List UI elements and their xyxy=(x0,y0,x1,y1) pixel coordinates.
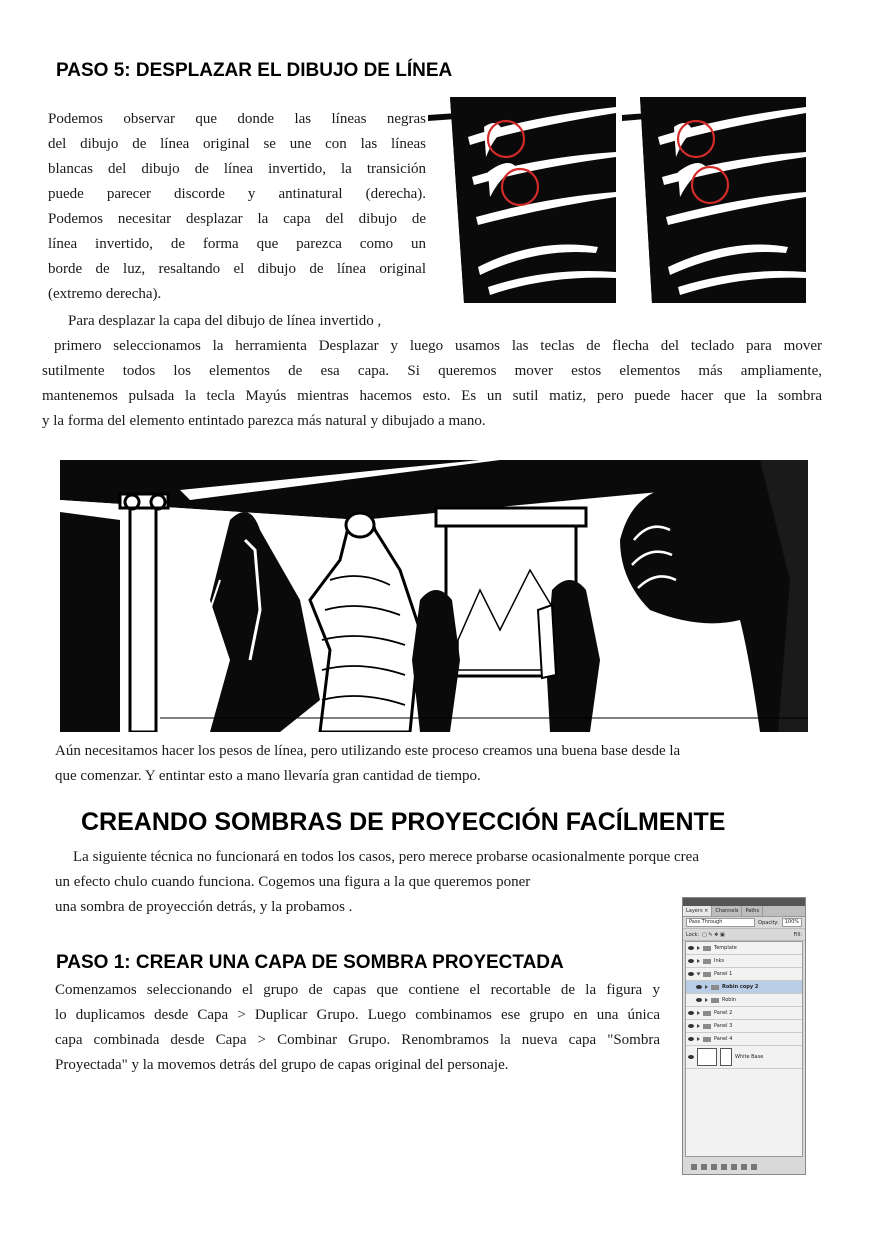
layer-name: Robin xyxy=(722,997,737,1003)
text-line: Podemos observar que donde las líneas negras xyxy=(48,111,426,127)
layers-panel-screenshot xyxy=(682,897,806,1175)
eye-icon xyxy=(688,1024,694,1028)
section-heading-sombras: CREANDO SOMBRAS DE PROYECCIÓN FACÍLMENTE xyxy=(81,808,726,836)
folder-icon xyxy=(703,1024,711,1029)
text-line: línea invertido, de forma que parezca como un xyxy=(48,236,426,252)
expand-icon xyxy=(697,1011,700,1015)
layer-row xyxy=(686,955,802,968)
folder-icon xyxy=(703,959,711,964)
tab-paths: Paths xyxy=(742,906,763,916)
layer-name: Inks xyxy=(714,958,725,964)
opacity-value: 100% xyxy=(782,918,802,927)
expand-icon xyxy=(697,946,700,950)
lock-label: Lock: xyxy=(686,931,700,938)
layer-name: White Base xyxy=(735,1054,764,1060)
layer-row xyxy=(686,1033,802,1046)
eye-icon xyxy=(688,972,694,976)
lock-icons: ▢ ✎ ✥ ▣ xyxy=(702,931,725,938)
new-layer-icon xyxy=(741,1164,747,1170)
comparison-image-right xyxy=(622,97,806,303)
layer-name: Panel 4 xyxy=(714,1036,733,1042)
eye-icon xyxy=(688,1055,694,1059)
link-icon xyxy=(691,1164,697,1170)
adjustment-icon xyxy=(721,1164,727,1170)
layer-name: Panel 3 xyxy=(714,1023,733,1029)
eye-icon xyxy=(688,1037,694,1041)
folder-icon xyxy=(703,1011,711,1016)
text-line: sutilmente todos los elementos de esa capa. Si queremos mover estos elementos más ampliamente, xyxy=(42,363,822,379)
text-line: Comenzamos seleccionando el grupo de capas que contiene el recortable de la figura y xyxy=(55,982,660,998)
layer-name: Panel 2 xyxy=(714,1010,733,1016)
text-line: una sombra de proyección detrás, y la probamos . xyxy=(55,899,353,915)
layer-row xyxy=(686,968,802,981)
expand-icon xyxy=(705,985,708,989)
layer-name: Robin copy 2 xyxy=(722,984,759,990)
blend-mode-select: Pass Through xyxy=(686,918,755,927)
image-caption xyxy=(55,739,815,789)
comparison-image-left xyxy=(428,97,616,303)
text-line: Podemos necesitar desplazar la capa del dibujo de xyxy=(48,211,426,227)
folder-icon xyxy=(711,998,719,1003)
text-line: un efecto chulo cuando funciona. Cogemos una figura a la que queremos poner xyxy=(55,874,531,890)
lock-row xyxy=(683,929,805,941)
text-line: del dibujo de línea original se une con las líneas xyxy=(48,136,426,152)
expand-icon xyxy=(697,973,701,976)
text-line: lo duplicamos desde Capa > Duplicar Grupo. Luego combinamos ese grupo en una única xyxy=(55,1007,660,1023)
mask-icon xyxy=(711,1164,717,1170)
group-icon xyxy=(731,1164,737,1170)
folder-icon xyxy=(703,1037,711,1042)
text-line: y la forma del elemento entintado parezca más natural y dibujado a mano. xyxy=(42,413,486,429)
mask-thumbnail xyxy=(720,1048,732,1066)
eye-icon xyxy=(688,1011,694,1015)
panel-titlebar xyxy=(683,898,805,906)
expand-icon xyxy=(697,1037,700,1041)
section-heading-paso5: PASO 5: DESPLAZAR EL DIBUJO DE LÍNEA xyxy=(56,60,453,81)
paragraph-paso1 xyxy=(55,978,660,1078)
eye-icon xyxy=(696,998,702,1002)
text-line: capa combinada desde Capa > Combinar Grupo. Renombramos la nueva capa "Sombra xyxy=(55,1032,660,1048)
text-line: Aún necesitamos hacer los pesos de línea, pero utilizando este proceso creamos una buena base desde la xyxy=(55,743,681,759)
layer-name: Template xyxy=(714,945,737,951)
expand-icon xyxy=(697,1024,700,1028)
blend-row xyxy=(683,917,805,929)
fx-icon xyxy=(701,1164,707,1170)
text-line: Para desplazar la capa del dibujo de línea invertido , xyxy=(68,313,382,329)
layer-row xyxy=(686,942,802,955)
opacity-label: Opacity: xyxy=(758,919,779,926)
paragraph-paso5-move xyxy=(42,309,822,434)
expand-icon xyxy=(697,959,700,963)
panel-footer-icons xyxy=(685,1162,803,1172)
text-line: borde de luz, resaltando el dibujo de línea original xyxy=(48,261,426,277)
paragraph-paso5-intro xyxy=(48,107,426,307)
tab-channels: Channels xyxy=(712,906,742,916)
eye-icon xyxy=(688,959,694,963)
layer-row xyxy=(686,1020,802,1033)
eye-icon xyxy=(696,985,702,989)
text-line: (extremo derecha). xyxy=(48,286,162,302)
folder-icon xyxy=(711,985,719,990)
text-line: blancas del dibujo de línea invertido, la transición xyxy=(48,161,426,177)
layer-row xyxy=(686,1007,802,1020)
trash-icon xyxy=(751,1164,757,1170)
layer-thumbnail xyxy=(697,1048,717,1066)
tab-layers: Layers × xyxy=(683,906,712,916)
layer-list xyxy=(685,941,803,1157)
folder-icon xyxy=(703,946,711,951)
text-line: primero seleccionamos la herramienta Desplazar y luego usamos las teclas de flecha del teclado para mover xyxy=(54,338,822,354)
layer-row xyxy=(686,994,802,1007)
folder-icon xyxy=(703,972,711,977)
text-line: Proyectada" y la movemos detrás del grupo de capas original del personaje. xyxy=(55,1057,509,1073)
layer-row xyxy=(686,1046,802,1069)
expand-icon xyxy=(705,998,708,1002)
panel-tabs xyxy=(683,906,805,917)
text-line: mantenemos pulsada la tecla Mayús mientras hacemos esto. Es un sutil matiz, pero puede hacer que la sombra xyxy=(42,388,822,404)
layer-row-selected xyxy=(686,981,802,994)
layer-name: Panel 1 xyxy=(714,971,733,977)
text-line: que comenzar. Y entintar esto a mano llevaría gran cantidad de tiempo. xyxy=(55,768,481,784)
eye-icon xyxy=(688,946,694,950)
comic-panel-image xyxy=(60,460,808,732)
section-heading-paso1: PASO 1: CREAR UNA CAPA DE SOMBRA PROYECTADA xyxy=(56,952,564,973)
text-line: puede parecer discorde y antinatural (derecha). xyxy=(48,186,426,202)
fill-label: Fill: xyxy=(793,931,802,938)
text-line: La siguiente técnica no funcionará en todos los casos, pero merece probarse ocasionalmente porque crea xyxy=(73,849,699,865)
